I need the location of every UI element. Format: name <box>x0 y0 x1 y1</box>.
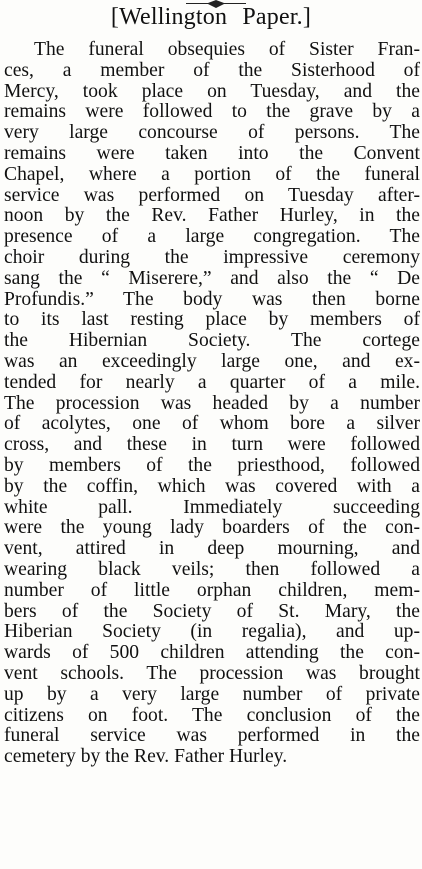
article-line: remains were taken into the Convent <box>4 142 420 164</box>
article-line: vent, attired in deep mourning, and <box>4 538 420 560</box>
article-line: by members of the priesthood, followed <box>4 454 420 476</box>
article-line: very large concourse of persons. The <box>4 122 420 144</box>
article-line: white pall. Immediately succeeding <box>4 496 420 518</box>
article-line: sang the “ Miserere,” and also the “ De <box>4 267 420 289</box>
article-line: remains were followed to the grave by a <box>4 101 420 123</box>
article-line: number of little orphan children, mem- <box>4 579 420 601</box>
article-line: The funeral obsequies of Sister Fran- <box>34 39 420 60</box>
article-line: noon by the Rev. Father Hurley, in the <box>4 205 420 227</box>
article-body <box>4 40 420 768</box>
article-line: vent schools. The procession was brought <box>4 662 420 684</box>
article-line: to its last resting place by members of <box>4 309 420 331</box>
article-line: Chapel, where a portion of the funeral <box>4 163 420 185</box>
article-line: presence of a large congregation. The <box>4 226 420 248</box>
article-line: up by a very large number of private <box>4 683 420 705</box>
article-line: Hiberian Society (in regalia), and up- <box>4 621 420 643</box>
article-line: citizens on foot. The conclusion of the <box>4 704 420 726</box>
article-line: The procession was headed by a number <box>4 392 420 414</box>
article-line: service was performed on Tuesday after- <box>4 184 420 206</box>
article-line: were the young lady boarders of the con- <box>4 517 420 539</box>
article-line: Profundis.” The body was then borne <box>4 288 420 310</box>
article-line: by the coffin, which was covered with a <box>4 475 420 497</box>
article-line: of acolytes, one of whom bore a silver <box>4 413 420 435</box>
headline: [Wellington Paper.] <box>110 4 312 30</box>
article-line: tended for nearly a quarter of a mile. <box>4 371 420 393</box>
article-line: wards of 500 children attending the con- <box>4 642 420 664</box>
article-line: the Hibernian Society. The cortege <box>4 330 420 352</box>
article-line: bers of the Society of St. Mary, the <box>4 600 420 622</box>
article-line: was an exceedingly large one, and ex- <box>4 350 420 372</box>
article-line: choir during the impressive ceremony <box>4 246 420 268</box>
article-line: cemetery by the Rev. Father Hurley. <box>4 746 288 768</box>
article-line: wearing black veils; then followed a <box>4 558 420 580</box>
article-line: cross, and these in turn were followed <box>4 434 420 456</box>
article-line: Mercy, took place on Tuesday, and the <box>4 80 420 102</box>
article-line: funeral service was performed in the <box>4 725 420 747</box>
article-line: ces, a member of the Sisterhood of <box>4 59 420 81</box>
